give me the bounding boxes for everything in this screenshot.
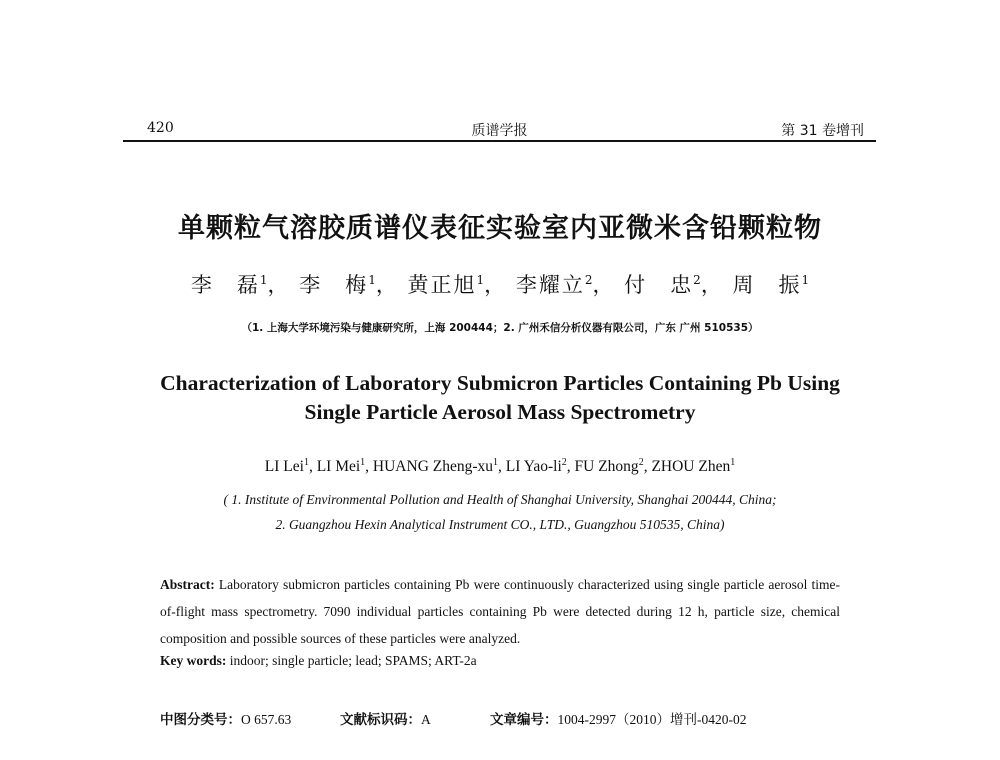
cn-author-sup: 2 xyxy=(584,273,593,287)
english-affiliation-line-2: 2. Guangzhou Hexin Analytical Instrument CO., LTD., Guangzhou 510535, China) xyxy=(275,517,725,532)
cn-author-sup: 1 xyxy=(368,273,376,287)
english-title-line-1: Characterization of Laboratory Submicron Particles Containing Pb Using xyxy=(160,371,840,395)
abstract-text: Laboratory submicron particles containing Pb were continuously characterized using single particle aerosol time-of-flight mass spectrometry. 7090 individual particles containing Pb were detected during 12 h, particle size, chemical composition and possible sources of these particles were analyzed. xyxy=(160,577,840,646)
abstract xyxy=(160,571,840,652)
keywords-label: Key words: xyxy=(160,653,227,668)
en-author-sup: 2 xyxy=(561,457,567,468)
en-author-sup: 1 xyxy=(493,457,499,468)
clc-label: 中图分类号： xyxy=(160,712,241,728)
cn-author-sup: 1 xyxy=(476,273,485,287)
article-number xyxy=(490,708,747,728)
cn-author-sup: 2 xyxy=(693,273,701,287)
clc-number xyxy=(160,708,291,728)
english-affiliation xyxy=(0,487,1000,537)
en-author: ZHOU Zhen xyxy=(651,458,731,476)
en-author: HUANG Zheng-xu xyxy=(372,458,494,476)
chinese-title: 单颗粒气溶胶质谱仪表征实验室内亚微米含铅颗粒物 xyxy=(178,213,822,244)
chinese-affiliation: （1. 上海大学环境污染与健康研究所，上海 200444；2. 广州禾信分析仪器有限公司，广东 广州 510535） xyxy=(241,322,759,334)
en-author: LI Yao-li xyxy=(505,458,562,476)
english-authors: LI Lei$^1$, LI Mei$^1$, HUANG Zheng-$xu^1$, LI Yao-$li^2$, FU Zhong$^2$, ZHOU Zhen$^1$ xyxy=(264,457,736,476)
cn-author-sup: 1 xyxy=(259,273,268,287)
english-affiliation-line-1: ( 1. Institute of Environmental Pollution and Health of Shanghai University, Shanghai 200444, China; xyxy=(223,492,777,507)
english-title xyxy=(0,369,1000,427)
clc-value: O 657.63 xyxy=(241,712,292,727)
en-author-sup: 1 xyxy=(360,457,366,468)
en-author: LI Mei xyxy=(316,458,361,476)
en-author-sup: 1 xyxy=(730,457,736,468)
chinese-authors: 李 磊$^1$， 李 梅$^1$， 黄正旭$^1$， 李耀立$^2$， 付 忠$^2$， 周 振$^1$ xyxy=(190,273,810,297)
cn-author: 李 梅 xyxy=(299,273,369,297)
cn-author: 周 振 xyxy=(732,273,802,297)
header-rule xyxy=(123,140,876,142)
document-code xyxy=(340,708,431,728)
en-author-sup: 2 xyxy=(638,457,644,468)
cn-author: 李耀立 xyxy=(515,273,585,297)
english-title-line-2: Single Particle Aerosol Mass Spectrometry xyxy=(304,400,696,424)
cn-author: 付 忠 xyxy=(624,273,694,297)
doc-label: 文献标识码： xyxy=(340,712,421,728)
en-author-sup: 1 xyxy=(303,457,309,468)
volume-label: 第 31 卷增刊 xyxy=(781,123,864,139)
article-label: 文章编号： xyxy=(490,712,558,728)
en-author: LI Lei xyxy=(264,458,304,476)
abstract-label: Abstract: xyxy=(160,577,215,592)
cn-author: 黄正旭 xyxy=(407,273,477,297)
article-value: 1004-2997（2010）增刊-0420-02 xyxy=(557,712,747,727)
cn-author-sup: 1 xyxy=(801,273,810,287)
keywords xyxy=(160,653,840,669)
running-header xyxy=(123,114,876,142)
keywords-text: indoor; single particle; lead; SPAMS; ART-2a xyxy=(229,653,477,668)
doc-value: A xyxy=(421,712,431,727)
cn-author: 李 磊 xyxy=(190,273,260,297)
journal-name: 质谱学报 xyxy=(471,123,528,139)
page-number: 420 xyxy=(147,120,174,136)
en-author: FU Zhong xyxy=(574,458,639,476)
